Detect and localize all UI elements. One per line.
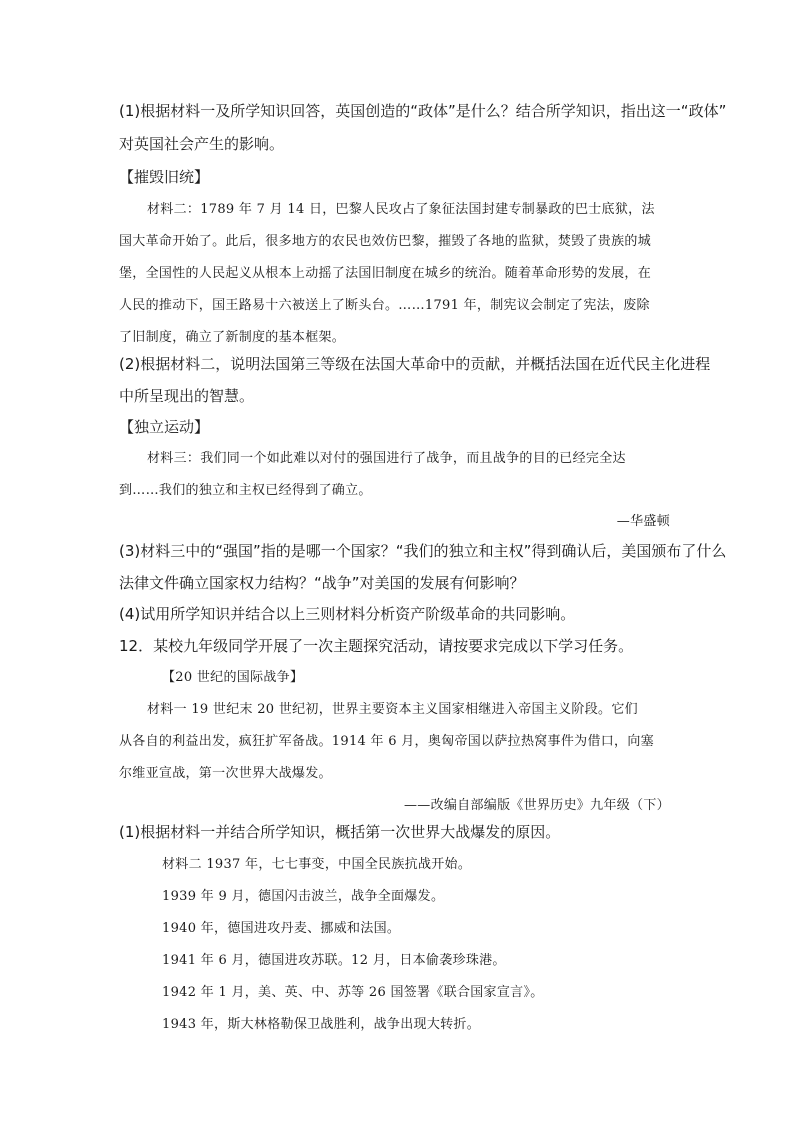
question-2-line-1: (2)根据材料二，说明法国第三等级在法国大革命中的贡献，并概括法国在近代民主化进程 <box>119 355 711 373</box>
material-1-line-2: 从各自的利益出发，疯狂扩军备战。1914 年 6 月，奥匈帝国以萨拉热窝事件为借口，向塞 <box>119 734 654 749</box>
material-2-timeline-1939: 1939 年 9 月，德国闪击波兰，战争全面爆发。 <box>162 889 445 904</box>
material-2-line-1: 材料二：1789 年 7 月 14 日，巴黎人民攻占了象征法国封建专制暴政的巴士底狱，法 <box>147 202 655 217</box>
material-2-timeline-1937: 材料二 1937 年，七七事变，中国全民族抗战开始。 <box>162 857 472 872</box>
material-3-attribution: —华盛顿 <box>616 514 670 529</box>
question-3-line-1: (3)材料三中的“强国”指的是哪一个国家？“我们的独立和主权”得到确认后，美国颁布了什么 <box>119 542 727 560</box>
material-1-source: ——改编自部编版《世界历史》九年级（下） <box>403 798 670 813</box>
material-1-line-3: 尔维亚宣战，第一次世界大战爆发。 <box>119 766 332 781</box>
question-12-intro: 12．某校九年级同学开展了一次主题探究活动，请按要求完成以下学习任务。 <box>119 637 634 655</box>
material-2-line-4: 人民的推动下，国王路易十六被送上了断头台。……1791 年，制宪议会制定了宪法，废除 <box>119 298 650 313</box>
section-heading-independence: 【独立运动】 <box>119 418 210 436</box>
question-1-line-1: (1)根据材料一及所学知识回答，英国创造的“政体”是什么？结合所学知识，指出这一“政体” <box>119 102 727 120</box>
material-2-line-3: 堡，全国性的人民起义从根本上动摇了法国旧制度在城乡的统治。随着革命形势的发展，在 <box>119 266 652 281</box>
material-2-line-5: 了旧制度，确立了新制度的基本框架。 <box>119 330 346 345</box>
material-3-line-2: 到……我们的独立和主权已经得到了确立。 <box>119 483 372 498</box>
question-4: (4)试用所学知识并结合以上三则材料分析资产阶级革命的共同影响。 <box>119 605 576 623</box>
material-2-line-2: 国大革命开始了。此后，很多地方的农民也效仿巴黎，摧毁了各地的监狱，焚毁了贵族的城 <box>119 234 652 249</box>
material-1-line-1: 材料一 19 世纪末 20 世纪初，世界主要资本主义国家相继进入帝国主义阶段。它们 <box>147 702 638 717</box>
question-12-1: (1)根据材料一并结合所学知识，概括第一次世界大战爆发的原因。 <box>119 823 561 841</box>
material-2-timeline-1940: 1940 年，德国进攻丹麦、挪威和法国。 <box>162 921 401 936</box>
question-2-line-2: 中所呈现出的智慧。 <box>119 387 255 405</box>
material-2-timeline-1941: 1941 年 6 月，德国进攻苏联。12 月，日本偷袭珍珠港。 <box>162 953 506 968</box>
material-2-timeline-1943: 1943 年，斯大林格勒保卫战胜利，战争出现大转折。 <box>162 1017 481 1032</box>
section-heading-20th-century-wars: 【20 世纪的国际战争】 <box>162 670 304 685</box>
section-heading-destroy-old: 【摧毁旧统】 <box>119 168 210 186</box>
question-3-line-2: 法律文件确立国家权力结构？“战争”对美国的发展有何影响？ <box>119 574 525 592</box>
question-1-line-2: 对英国社会产生的影响。 <box>119 135 285 153</box>
material-2-timeline-1942: 1942 年 1 月，美、英、中、苏等 26 国签署《联合国家宣言》。 <box>162 985 544 1000</box>
material-3-line-1: 材料三：我们同一个如此难以对付的强国进行了战争，而且战争的目的已经完全达 <box>147 451 626 466</box>
